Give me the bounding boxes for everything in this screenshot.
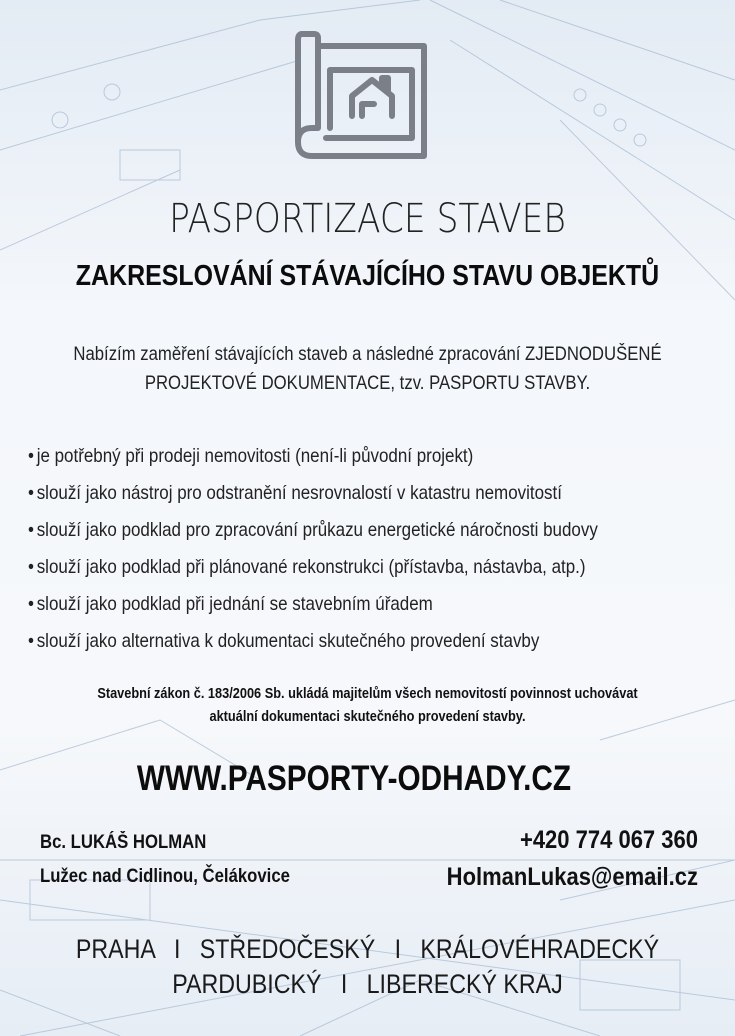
law-notice-line: aktuální dokumentaci skutečného provedení stavby.: [209, 709, 526, 725]
intro-paragraph: [62, 340, 674, 398]
contact-location: Lužec nad Cidlinou, Čelákovice: [40, 866, 290, 887]
list-item-text: slouží jako podklad při jednání se stavebním úřadem: [36, 593, 433, 615]
website-link[interactable]: WWW.PASPORTY-ODHADY.CZ: [136, 759, 572, 798]
law-notice: [71, 683, 665, 729]
house-blueprint-scroll-icon: [278, 30, 434, 170]
list-item: [28, 441, 628, 478]
intro-line: Nabízím zaměření stávajících staveb a následné zpracování ZJEDNODUŠENÉ: [73, 344, 662, 365]
list-item: [28, 589, 628, 626]
email-link[interactable]: HolmanLukas@email.cz: [446, 863, 698, 891]
regions-line: PARDUBICKÝ I LIBERECKÝ KRAJ: [172, 969, 563, 999]
list-item: [28, 626, 628, 663]
contact-name: Bc. LUKÁŠ HOLMAN: [40, 832, 207, 853]
service-regions: [51, 932, 683, 1002]
intro-line: PROJEKTOVÉ DOKUMENTACE, tzv. PASPORTU STAVBY.: [144, 373, 591, 394]
list-item-text: slouží jako nástroj pro odstranění nesrovnalostí v katastru nemovitostí: [36, 482, 562, 504]
list-item: [28, 478, 628, 515]
list-item-text: je potřebný při prodeji nemovitosti (není-li původní projekt): [36, 445, 474, 467]
list-item: [28, 515, 628, 552]
bullet-symbol: •: [28, 593, 34, 615]
regions-line: PRAHA I STŘEDOČESKÝ I KRÁLOVÉHRADECKÝ: [75, 934, 660, 964]
bullet-symbol: •: [28, 445, 34, 467]
contact-details: [381, 822, 698, 896]
bullet-symbol: •: [28, 556, 34, 578]
contact-person: [40, 826, 330, 894]
bullet-symbol: •: [28, 519, 34, 541]
list-item-text: slouží jako podklad pro zpracování průkazu energetické náročnosti budovy: [36, 519, 598, 541]
phone-link[interactable]: +420 774 067 360: [519, 826, 698, 854]
law-notice-line: Stavební zákon č. 183/2006 Sb. ukládá majitelům všech nemovitostí povinnost uchovávat: [97, 686, 638, 702]
benefits-list: [28, 441, 718, 663]
list-item-text: slouží jako podklad při plánované rekonstrukci (přístavba, nástavba, atp.): [36, 556, 586, 578]
bullet-symbol: •: [28, 630, 34, 652]
list-item: [28, 552, 628, 589]
bullet-symbol: •: [28, 482, 34, 504]
page-subtitle: ZAKRESLOVÁNÍ STÁVAJÍCÍHO STAVU OBJEKTŮ: [75, 260, 660, 292]
page-title: PASPORTIZACE STAVEB: [169, 196, 566, 242]
list-item-text: slouží jako alternativa k dokumentaci skutečného provedení stavby: [36, 630, 540, 652]
